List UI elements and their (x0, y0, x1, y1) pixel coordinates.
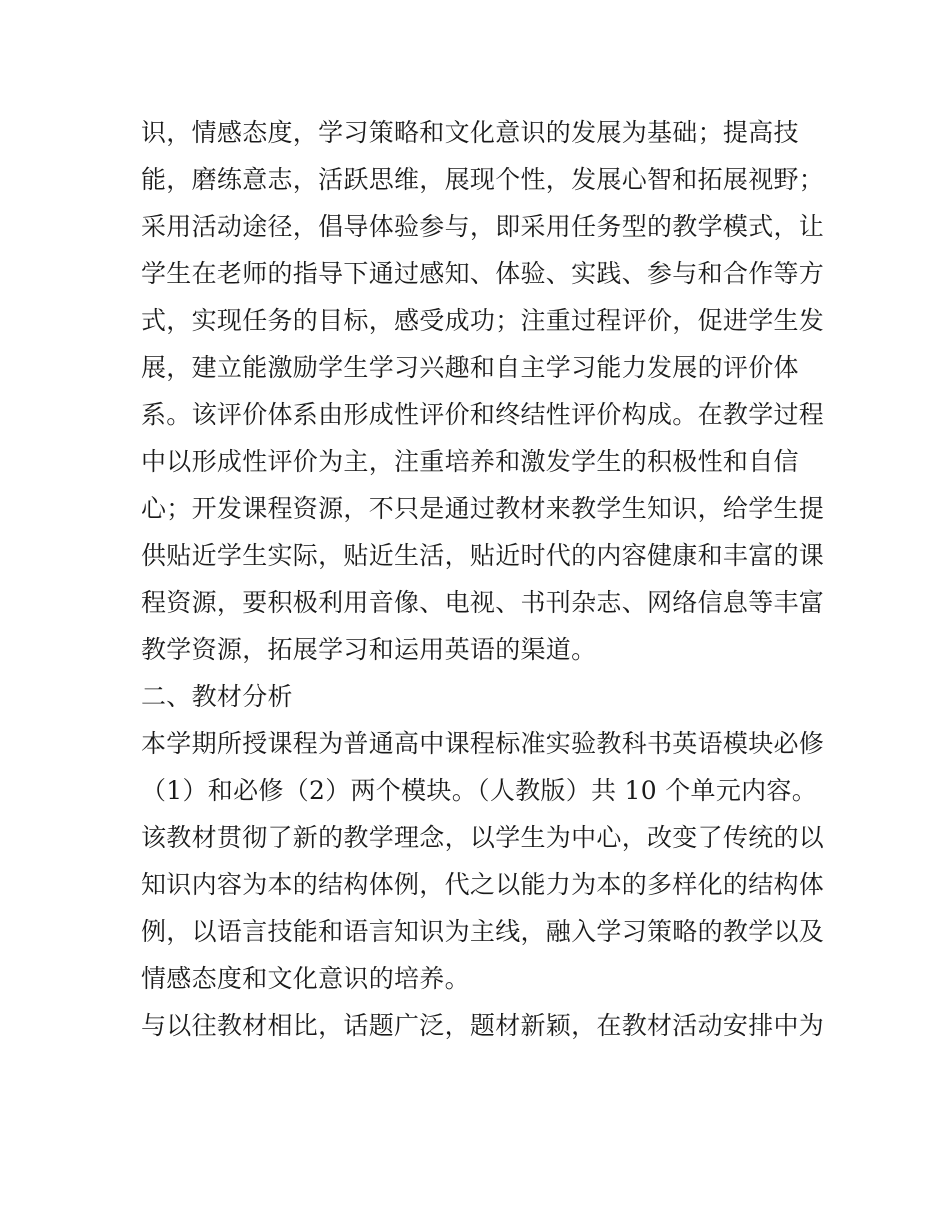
text-line: 系。该评价体系由形成性评价和终结性评价构成。在教学过程 (141, 400, 825, 429)
text-line: 供贴近学生实际，贴近生活，贴近时代的内容健康和丰富的课 (141, 541, 825, 570)
section-heading: 二、教材分析 (141, 682, 293, 711)
text-line: 情感态度和文化意识的培养。 (141, 964, 470, 993)
text-line: 与以往教材相比，话题广泛，题材新颖，在教材活动安排中为 (141, 1011, 825, 1040)
text-line: 展，建立能激励学生学习兴趣和自主学习能力发展的评价体 (141, 353, 799, 382)
text-line: 采用活动途径，倡导体验参与，即采用任务型的教学模式，让 (141, 212, 825, 241)
text-line: 心；开发课程资源，不只是通过教材来教学生知识，给学生提 (141, 494, 825, 523)
text-line: 学生在老师的指导下通过感知、体验、实践、参与和合作等方 (141, 259, 825, 288)
document-body (141, 109, 825, 1049)
text-line: （1）和必修（2）两个模块。（人教版）共 10 个单元内容。 (141, 776, 818, 805)
text-line: 教学资源，拓展学习和运用英语的渠道。 (141, 635, 597, 664)
text-line: 例，以语言技能和语言知识为主线，融入学习策略的教学以及 (141, 917, 825, 946)
text-line: 能，磨练意志，活跃思维，展现个性，发展心智和拓展视野； (141, 165, 825, 194)
text-line: 式，实现任务的目标，感受成功；注重过程评价，促进学生发 (141, 306, 825, 335)
text-line: 本学期所授课程为普通高中课程标准实验教科书英语模块必修 (141, 729, 825, 758)
text-line: 中以形成性评价为主，注重培养和激发学生的积极性和自信 (141, 447, 799, 476)
text-line: 识，情感态度，学习策略和文化意识的发展为基础；提高技 (141, 118, 799, 147)
text-line: 知识内容为本的结构体例，代之以能力为本的多样化的结构体 (141, 870, 825, 899)
text-line: 该教材贯彻了新的教学理念，以学生为中心，改变了传统的以 (141, 823, 825, 852)
text-line: 程资源，要积极利用音像、电视、书刊杂志、网络信息等丰富 (141, 588, 825, 617)
